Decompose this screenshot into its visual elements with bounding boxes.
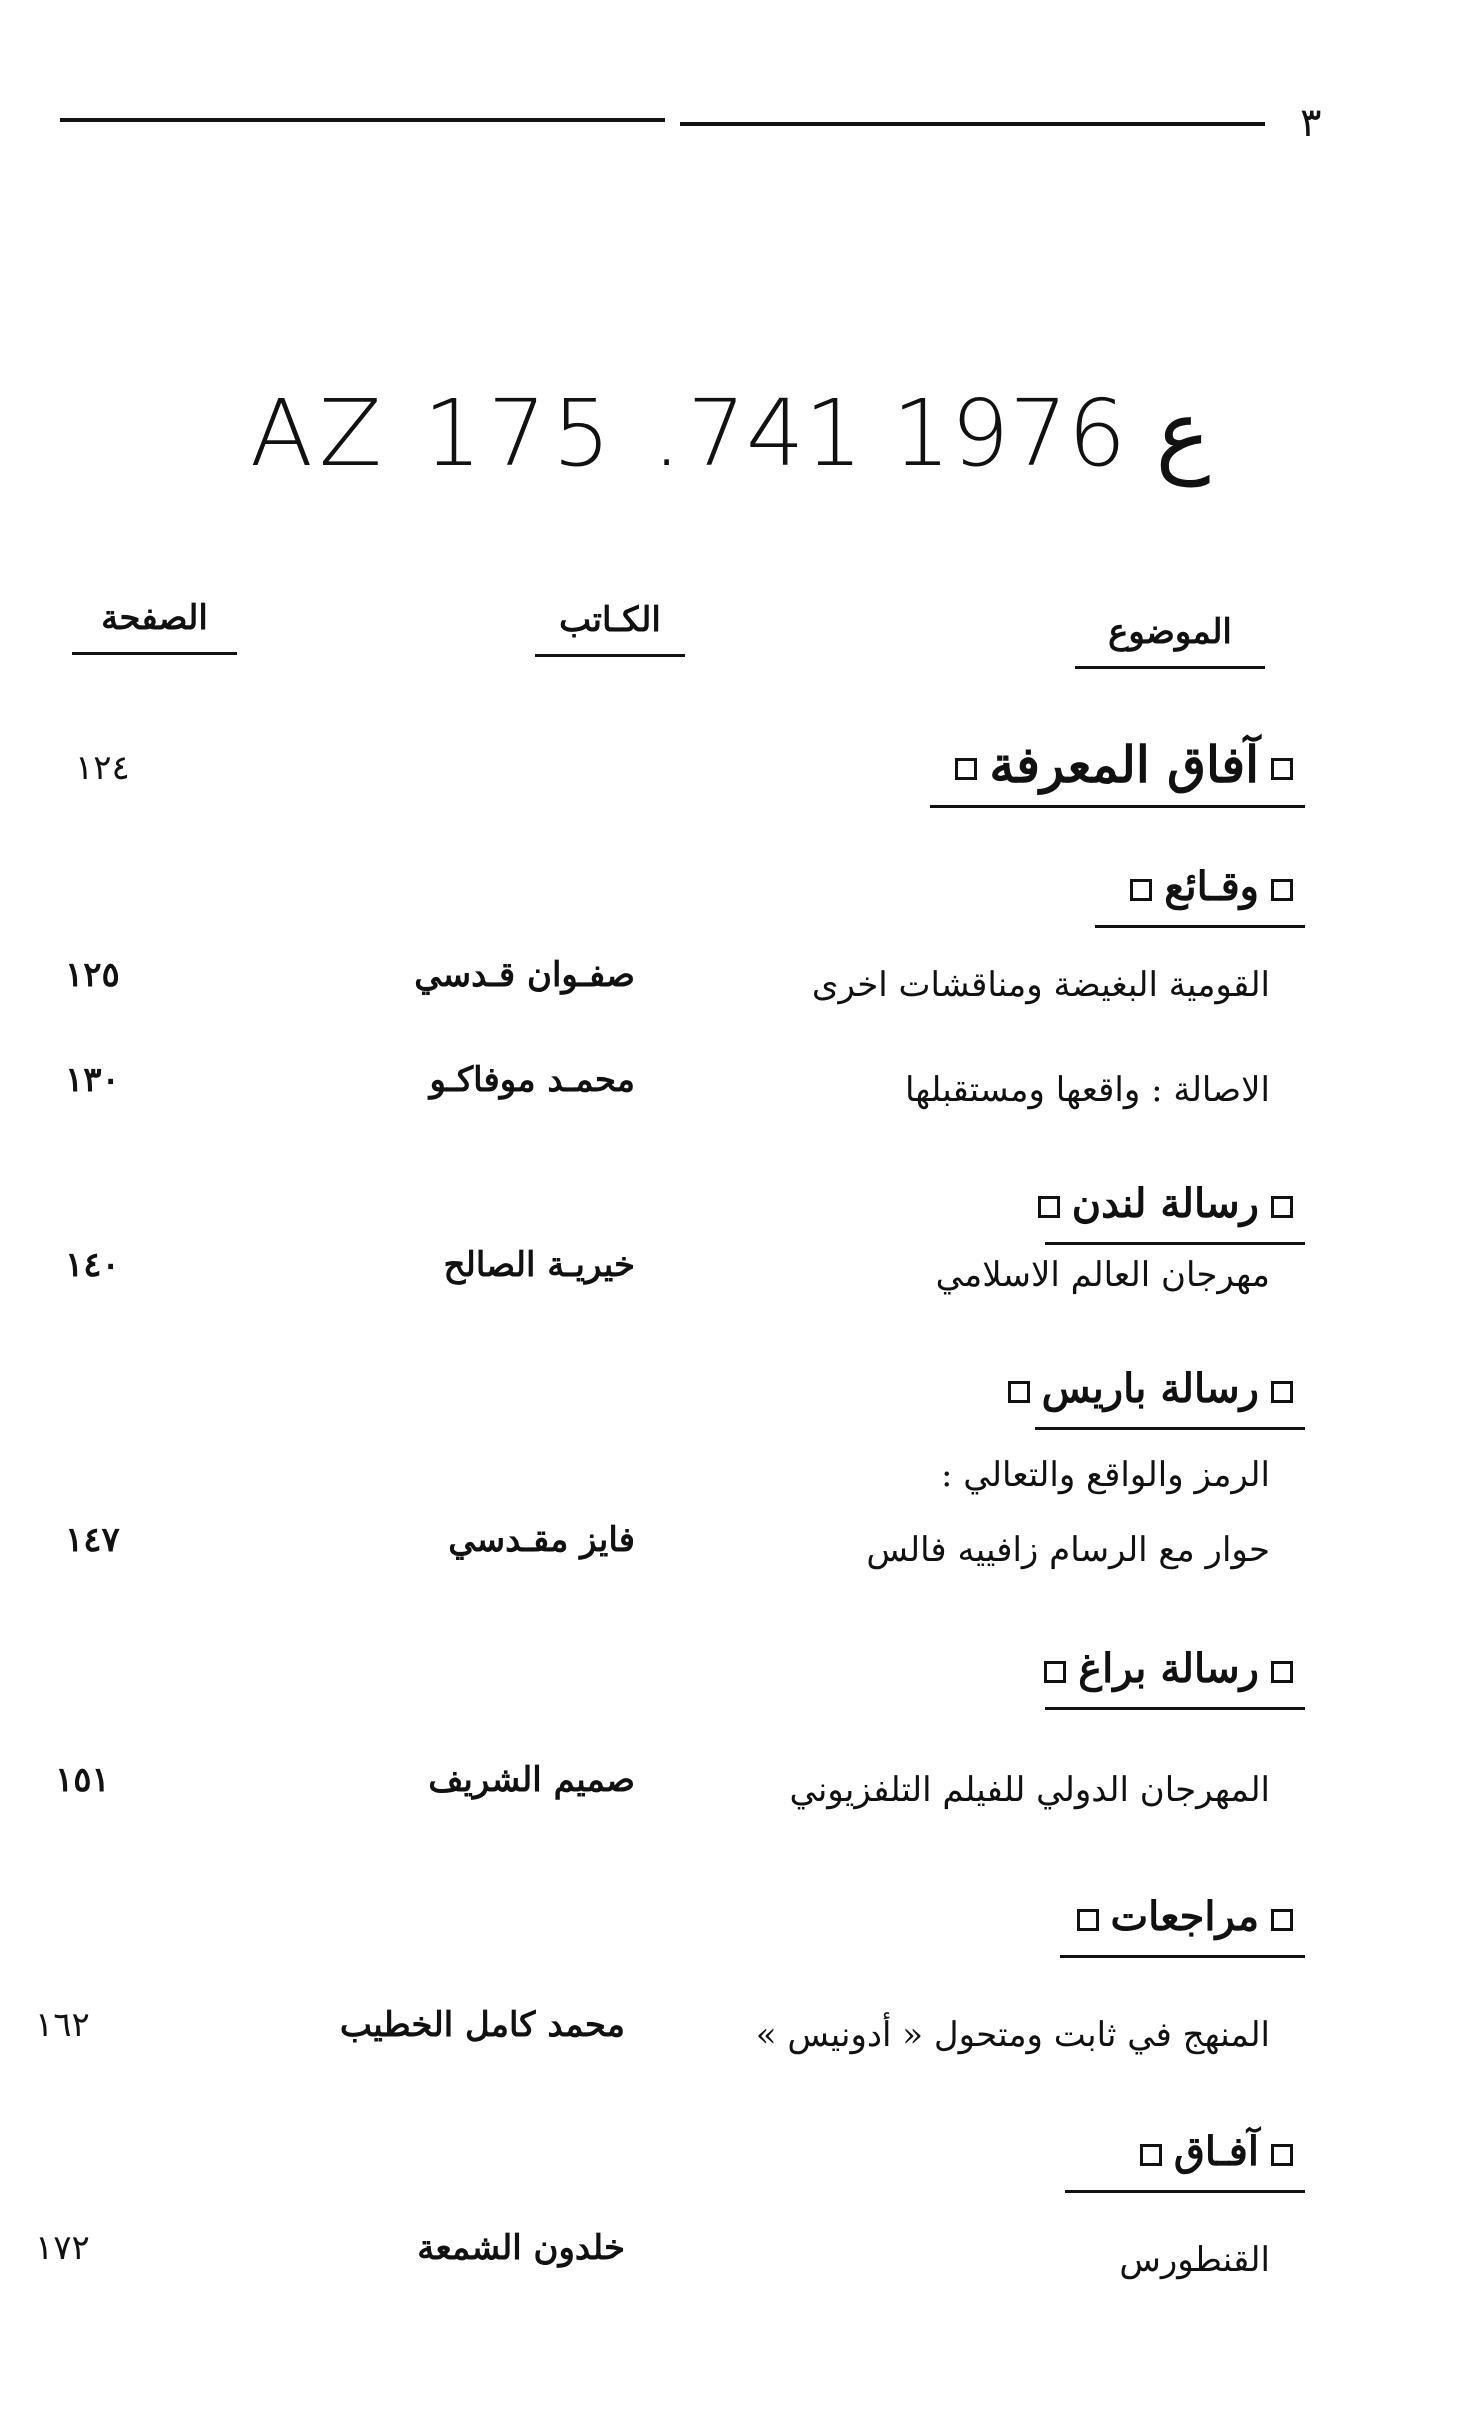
section-title: مراجعات [1110,1893,1259,1940]
checkbox-icon [1077,1909,1099,1931]
section-heading [943,735,1305,794]
entry-page-number: ١٥١ [55,1760,110,1800]
checkbox-icon [1271,879,1293,901]
section-title: رسالة براغ [1078,1645,1259,1692]
checkbox-icon [1038,1196,1060,1218]
section-heading [1118,863,1305,910]
header-topic-label: الموضوع [1108,612,1232,652]
header-author [535,600,685,657]
entry-topic: حوار مع الرسام زافييه فالس [866,1530,1270,1570]
entry-author: محمـد موفاكـو [429,1060,635,1100]
header-page-label: الصفحة [101,598,208,638]
entry-topic: المهرجان الدولي للفيلم التلفزيوني [789,1770,1270,1810]
entry-topic: الاصالة : واقعها ومستقبلها [904,1070,1270,1110]
entry-topic: مهرجان العالم الاسلامي [935,1255,1270,1295]
entry-author: صفـوان قـدسي [414,955,635,995]
entry-topic: القنطورس [1119,2240,1270,2280]
header-author-label: الكـاتب [559,600,661,640]
checkbox-icon [1044,1661,1066,1683]
entry-page-number: ١٢٥ [65,955,120,995]
checkbox-icon [1130,879,1152,901]
section-heading [1065,1893,1305,1940]
section-title: وقـائع [1164,863,1259,910]
checkbox-icon [1008,1381,1030,1403]
section-page-number: ١٢٤ [75,748,130,788]
entry-author: صميم الشريف [428,1760,635,1800]
checkbox-icon [1271,1661,1293,1683]
entry-topic: المنهج في ثابت ومتحول « أدونيس » [755,2015,1270,2055]
header-topic [1075,612,1265,669]
section-heading [1128,2128,1305,2175]
top-rule-right [680,122,1265,126]
checkbox-icon [1271,1381,1293,1403]
checkbox-icon [1271,1196,1293,1218]
top-rule-left [60,118,665,122]
section-title: آفاق المعرفة [989,735,1259,794]
section-heading [1032,1645,1305,1692]
checkbox-icon [1271,2144,1293,2166]
checkbox-icon [1271,758,1293,780]
entry-page-number: ١٤٧ [65,1520,120,1560]
entry-author: خلدون الشمعة [417,2228,625,2268]
entry-topic-line1: الرمز والواقع والتعالي : [941,1455,1270,1495]
entry-author: خيريـة الصالح [443,1245,635,1285]
entry-author: محمد كامل الخطيب [339,2005,625,2045]
handwritten-code: AZ 175 .ع 1976 741 [250,380,1211,487]
section-title: رسالة باريس [1041,1365,1259,1412]
checkbox-icon [955,758,977,780]
section-heading [1026,1180,1305,1227]
section-heading [996,1365,1305,1412]
section-title: رسالة لندن [1071,1180,1259,1227]
entry-author: فايز مقـدسي [448,1520,635,1560]
page-number: ٣ [1300,100,1322,146]
entry-page-number: ١٧٢ [35,2228,90,2268]
header-page [72,598,237,655]
entry-topic: القومية البغيضة ومناقشات اخرى [811,965,1270,1005]
checkbox-icon [1140,2144,1162,2166]
entry-page-number: ١٦٢ [35,2005,90,2045]
entry-page-number: ١٣٠ [65,1060,120,1100]
section-title: آفـاق [1173,2128,1259,2175]
checkbox-icon [1271,1909,1293,1931]
entry-page-number: ١٤٠ [65,1245,120,1285]
